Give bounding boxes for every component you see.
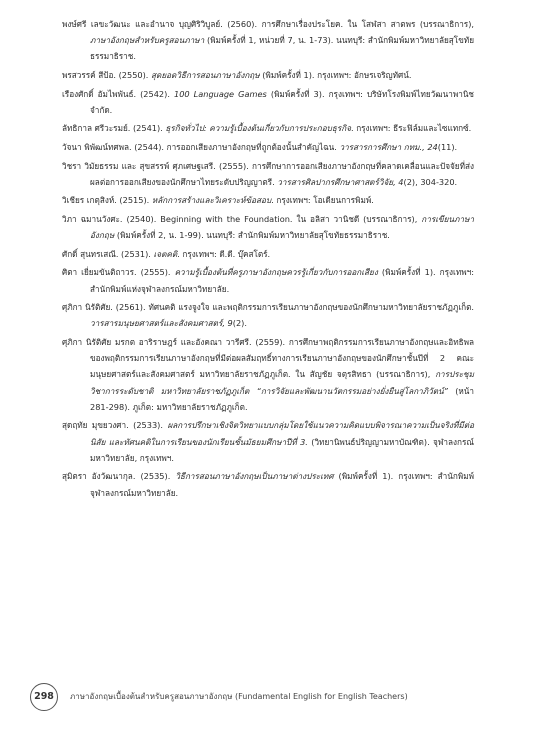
- reference-italic-title: การเขียนภาษาอังกฤษ: [90, 213, 474, 241]
- reference-entry: [62, 417, 474, 466]
- reference-italic-title: วารสารศิลปากรศึกษาศาสตร์วิจัย, 4: [277, 176, 404, 187]
- reference-italic-title: ภาษาอังกฤษสำหรับครูสอนภาษา: [90, 35, 205, 46]
- reference-text: วัจนา พิพัฒน์ทศพล. (2544). การออกเสียงภาษาอังกฤษที่ถูกต้องนั้นสำคัญไฉน.: [62, 141, 340, 152]
- reference-italic-title: วารสารมนุษยศาสตร์และสังคมศาสตร์, 9: [90, 318, 233, 329]
- reference-text: พรสวรรค์ สีป้อ. (2550).: [62, 70, 152, 80]
- reference-entry: [62, 16, 474, 65]
- reference-italic-title: ความรู้เบื้องต้นที่ครูภาษาอังกฤษควรรู้เกี่ยวกับการออกเสียง: [174, 267, 378, 278]
- reference-publication-info: . กรุงเทพฯ: ธีระฟิล์มและไซแทกซ์.: [351, 123, 472, 134]
- reference-publication-info: . กรุงเทพฯ: โอเดียนการพิมพ์.: [271, 195, 374, 206]
- reference-list: [62, 16, 474, 503]
- reference-text: สุมิตรา อังวัฒนากุล. (2535).: [62, 471, 176, 482]
- reference-entry: [62, 264, 474, 296]
- reference-entry: [62, 120, 474, 136]
- reference-publication-info: (2).: [232, 318, 247, 329]
- page-footer: [30, 683, 510, 713]
- reference-publication-info: (11).: [437, 141, 458, 152]
- reference-entry: [62, 139, 474, 155]
- reference-entry: [62, 86, 474, 118]
- reference-publication-info: (หน้า 281-298). ภูเก็ต: มหาวิทยาลัยราชภัฏภูเก็ต.: [90, 385, 474, 412]
- reference-text: ศุภิกา นิรัติศัย. (2561). ทัศนคติ แรงจูงใจ และพฤติกรรมการเรียนภาษาอังกฤษของนักศึกษามหาวิทยาลัยราชภัฏภูเก็ต.: [62, 302, 474, 313]
- reference-text: ลัทธิกาล ศรีวะรมย์. (2541).: [62, 123, 166, 134]
- reference-italic-title: สุดยอดวิธีการสอนภาษาอังกฤษ: [151, 70, 260, 80]
- reference-entry: [62, 246, 474, 262]
- reference-italic-title: วิธีการสอนภาษาอังกฤษเป็นภาษาต่างประเทศ: [175, 471, 334, 482]
- reference-publication-info: (2), 304-320.: [403, 176, 458, 187]
- reference-text: วิเชียร เกตุสิงห์. (2515).: [62, 195, 152, 206]
- reference-entry: [62, 192, 474, 208]
- reference-publication-info: (พิมพ์ครั้งที่ 1). กรุงเทพฯ: สำนักพิมพ์จุฬาลงกรณ์มหาวิทยาลัย.: [90, 471, 474, 498]
- reference-italic-title: เจตคติ: [153, 248, 178, 259]
- reference-text: ศุภิกา นิรัติศัย มรกต อาริราษฎร์ และอังคณา วารีศรี. (2559). การศึกษาพฤติกรรมการเรียนภาษาอังกฤษและอิทธิพลของพฤติกรรมการเรียนภาษาอังกฤษที่มีต่อผลสัมฤทธิ์ทางการเรียนภาษาอังกฤษของนักศึกษาชั้นปีที่ 2 คณะมนุษยศาสตร์และสังคมศาสตร์ มหาวิทยาลัยราชภัฏภูเก็ต. ใน สัญชัย จตุรสิทธา (บรรณาธิการ),: [62, 336, 474, 380]
- reference-text: ศักดิ์ สุนทรเสณี. (2531).: [62, 248, 154, 259]
- reference-publication-info: (พิมพ์ครั้งที่ 1, หน่วยที่ 7, น. 1-73). นนทบุรี: สำนักพิมพ์มหาวิทยาลัยสุโขทัยธรรมาธิราช.: [90, 35, 474, 62]
- reference-text: วิชรา วิมัยธรรม และ สุขสรรพ์ ศุภเศษฐเสรี. (2555). การศึกษาการออกเสียงภาษาอังกฤษที่คลาดเคลื่อนและปัจจัยที่ส่งผลต่อการออกเสียงของนักศึกษาไทยระดับปริญญาตรี.: [62, 160, 474, 187]
- reference-publication-info: (วิทยานิพนธ์ปริญญามหาบัณฑิต). จุฬาลงกรณ์มหาวิทยาลัย, กรุงเทพฯ.: [90, 436, 474, 463]
- reference-entry: [62, 299, 474, 331]
- reference-entry: [62, 211, 474, 243]
- reference-publication-info: (พิมพ์ครั้งที่ 2, น. 1-99). นนทบุรี: สำนักพิมพ์มหาวิทยาลัยสุโขทัยธรรมาธิราช.: [114, 230, 390, 241]
- running-footer-title: ภาษาอังกฤษเบื้องต้นสำหรับครูสอนภาษาอังกฤษ (Fundamental English for English Teachers): [70, 692, 408, 701]
- reference-entry: [62, 468, 474, 500]
- reference-publication-info: . กรุงเทพฯ: ดี.ดี. บุ๊คสโตร์.: [177, 248, 271, 259]
- reference-italic-title: การประชุมวิชาการระดับชาติ มหาวิทยาลัยราชภัฏภูเก็ต “การวิจัยและพัฒนานวัตกรรมอย่างยั่งยืนสู่โลกาภิวัตน์”: [90, 369, 474, 396]
- reference-italic-title: ธุรกิจทั่วไป: ความรู้เบื้องต้นเกี่ยวกับการประกอบธุรกิจ: [165, 123, 351, 134]
- reference-italic-title: วารสารการศึกษา กทม., 24: [339, 141, 438, 152]
- reference-text: ศิตา เยี่ยมขันติถาวร. (2555).: [62, 267, 175, 278]
- reference-italic-title: หลักการสร้างและวิเคราะห์ข้อสอบ: [151, 195, 272, 206]
- reference-text: พงษ์ศรี เลขะวัฒนะ และอำนาจ บุญศิริวิบูลย์. (2560). การศึกษาเรื่องประโยค. ใน โสฬสา สาตพร (บรรณาธิการ),: [62, 19, 474, 29]
- reference-entry: [62, 334, 474, 415]
- reference-publication-info: (พิมพ์ครั้งที่ 3). กรุงเทพฯ: บริษัทโรงพิมพ์ไทยวัฒนาพานิช จำกัด.: [90, 88, 474, 115]
- reference-publication-info: (พิมพ์ครั้งที่ 1). กรุงเทพฯ: อักษรเจริญทัศน์.: [259, 70, 412, 80]
- reference-text: เรืองศักดิ์ อัมไพพันธ์. (2542).: [62, 88, 174, 99]
- reference-italic-title: ผลการปรึกษาเชิงจิตวิทยาแบบกลุ่มโดยใช้แนวความคิดแบบพิจารณาความเป็นจริงที่มีต่อนิสัย และทัศนคติในการเรียนของนักเรียนชั้นมัธยมศึกษาปีที่ 3.: [90, 420, 474, 447]
- reference-entry: [62, 67, 474, 83]
- reference-entry: [62, 158, 474, 190]
- reference-text: สุดฤทัย มุขยวงศา. (2533).: [62, 420, 168, 431]
- reference-publication-info: (พิมพ์ครั้งที่ 1). กรุงเทพฯ: สำนักพิมพ์แห่งจุฬาลงกรณ์มหาวิทยาลัย.: [90, 267, 474, 294]
- page-number: 298: [30, 683, 58, 711]
- reference-italic-title: 100 Language Games: [174, 88, 267, 99]
- reference-text: วิภา ฉมานวังศะ. (2540). Beginning with the Foundation. ใน อลิสา วานิชดี (บรรณาธิการ),: [62, 213, 422, 224]
